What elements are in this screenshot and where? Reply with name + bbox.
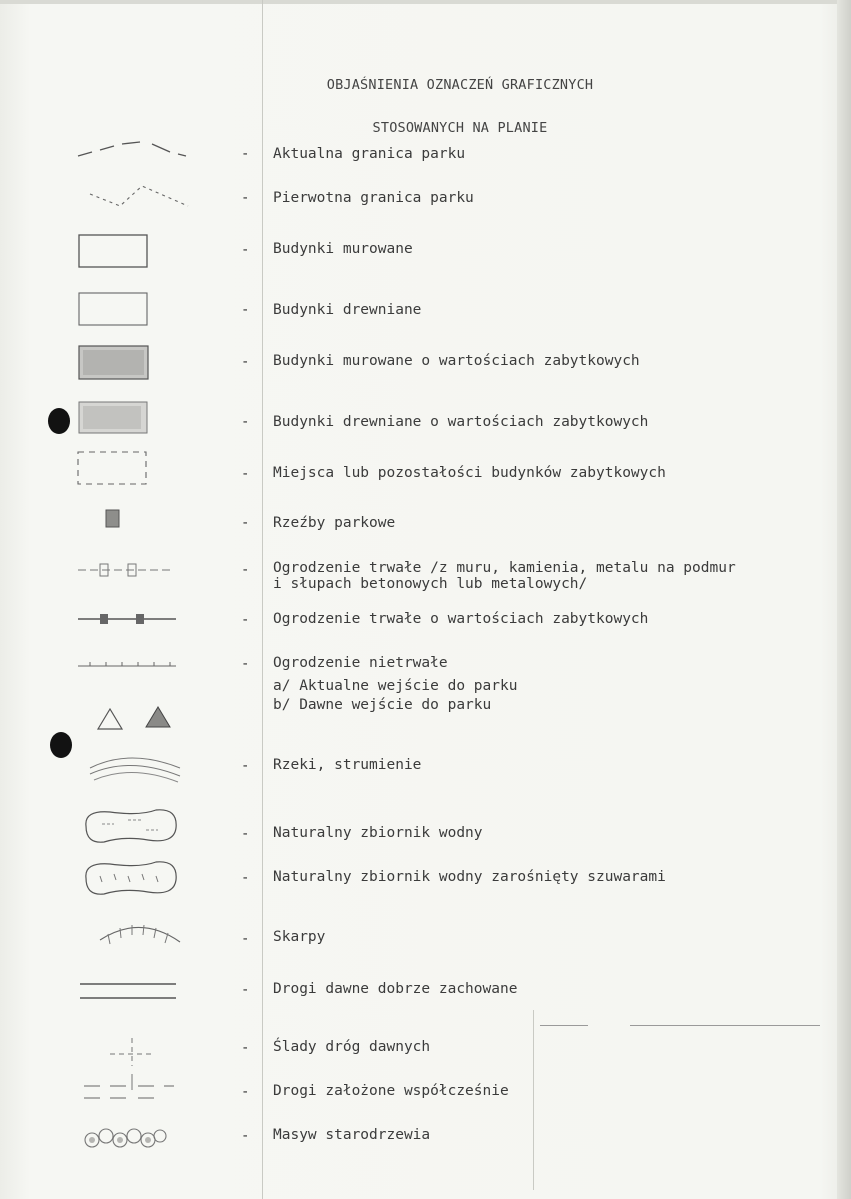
reed-pond-icon	[70, 856, 190, 896]
dashed-rectangle-icon	[70, 448, 190, 488]
paper-top-edge	[0, 0, 851, 4]
hatched-rectangle-icon	[70, 343, 190, 383]
rectangle-icon	[70, 290, 190, 330]
legend-row: - Skarpy	[0, 918, 851, 958]
legend-row: - Ogrodzenie trwałe o wartościach zabytkowych	[0, 602, 851, 642]
legend-row: - Miejsca lub pozostałości budynków zabytkowych	[0, 448, 851, 488]
legend-label: Rzeki, strumienie	[273, 757, 422, 773]
legend-label: Pierwotna granica parku	[273, 190, 474, 206]
legend-label: Budynki murowane	[273, 241, 413, 257]
legend-label: Ogrodzenie nietrwałe	[273, 655, 448, 671]
legend-label: Budynki murowane o wartościach zabytkowych	[273, 353, 640, 369]
dashed-road-icon	[70, 1030, 190, 1070]
legend-label: Naturalny zbiornik wodny	[273, 825, 483, 841]
fence-icon	[70, 552, 190, 592]
dotted-boundary-icon	[70, 178, 190, 218]
legend-row: - Budynki murowane	[0, 230, 851, 270]
historic-fence-icon	[70, 602, 190, 642]
legend-label: Rzeźby parkowe	[273, 515, 396, 531]
legend-row: - Masyw starodrzewia	[0, 1118, 851, 1158]
legend-label: Ślady dróg dawnych	[273, 1039, 431, 1055]
legend-label: Skarpy	[273, 929, 326, 945]
legend-label-continued: b/ Dawne wejście do parku	[273, 697, 492, 713]
pond-icon	[70, 806, 190, 846]
legend-label: Masyw starodrzewia	[273, 1127, 431, 1143]
legend-label: Miejsca lub pozostałości budynków zabytkowych	[273, 465, 666, 481]
legend-label-continued: i słupach betonowych lub metalowych/	[273, 576, 588, 592]
legend-row: - Budynki drewniane o wartościach zabytkowych	[0, 400, 851, 440]
legend-label: Drogi założone współcześnie	[273, 1083, 509, 1099]
small-square-icon	[70, 500, 190, 540]
legend-row	[0, 677, 851, 717]
legend-row: - Rzeźby parkowe	[0, 500, 851, 540]
legend-row: - Ogrodzenie trwałe /z muru, kamienia, metalu na podmur i słupach betonowych lub metalowych/	[0, 552, 851, 592]
legend-label: Drogi dawne dobrze zachowane	[273, 981, 518, 997]
legend-row: - Drogi założone współcześnie	[0, 1072, 851, 1112]
legend-label: Ogrodzenie trwałe o wartościach zabytkowych	[273, 611, 649, 627]
stray-mark	[630, 1025, 820, 1026]
legend-row: - Ogrodzenie nietrwałe	[0, 646, 851, 686]
legend-label: Budynki drewniane	[273, 302, 422, 318]
legend-row: - Pierwotna granica parku	[0, 178, 851, 218]
legend-row: - Naturalny zbiornik wodny zarośnięty szuwarami	[0, 856, 851, 896]
legend-label: Aktualna granica parku	[273, 146, 466, 162]
legend-row: - Budynki murowane o wartościach zabytkowych	[0, 343, 851, 383]
legend-label: a/ Aktualne wejście do parku	[273, 678, 518, 694]
legend-row: - Ślady dróg dawnych	[0, 1030, 851, 1070]
legend-label: Naturalny zbiornik wodny zarośnięty szuwarami	[273, 869, 666, 885]
stray-mark	[540, 1025, 588, 1026]
dashed-boundary-icon	[70, 138, 190, 178]
hatched-rectangle-icon	[70, 400, 190, 440]
title-line-1: OBJAŚNIENIA OZNACZEŃ GRAFICZNYCH	[326, 77, 594, 93]
legend-label: Budynki drewniane o wartościach zabytkowych	[273, 414, 649, 430]
modern-road-icon	[70, 1072, 190, 1112]
slope-arc-icon	[70, 918, 190, 958]
rectangle-icon	[70, 230, 190, 270]
legend-label: Ogrodzenie trwałe /z muru, kamienia, metalu na podmur	[273, 560, 736, 576]
legend-row: - Drogi dawne dobrze zachowane	[0, 970, 851, 1010]
title-line-2: STOSOWANYCH NA PLANIE	[372, 120, 548, 136]
tree-mass-icon	[70, 1118, 190, 1158]
double-line-icon	[70, 970, 190, 1010]
legend-row: - Rzeki, strumienie	[0, 748, 851, 788]
river-lines-icon	[70, 748, 190, 788]
entrance-triangle-icon	[70, 699, 190, 739]
legend-row: - Aktualna granica parku	[0, 138, 851, 178]
legend-row: - Budynki drewniane	[0, 290, 851, 330]
legend-row: - Naturalny zbiornik wodny	[0, 806, 851, 846]
